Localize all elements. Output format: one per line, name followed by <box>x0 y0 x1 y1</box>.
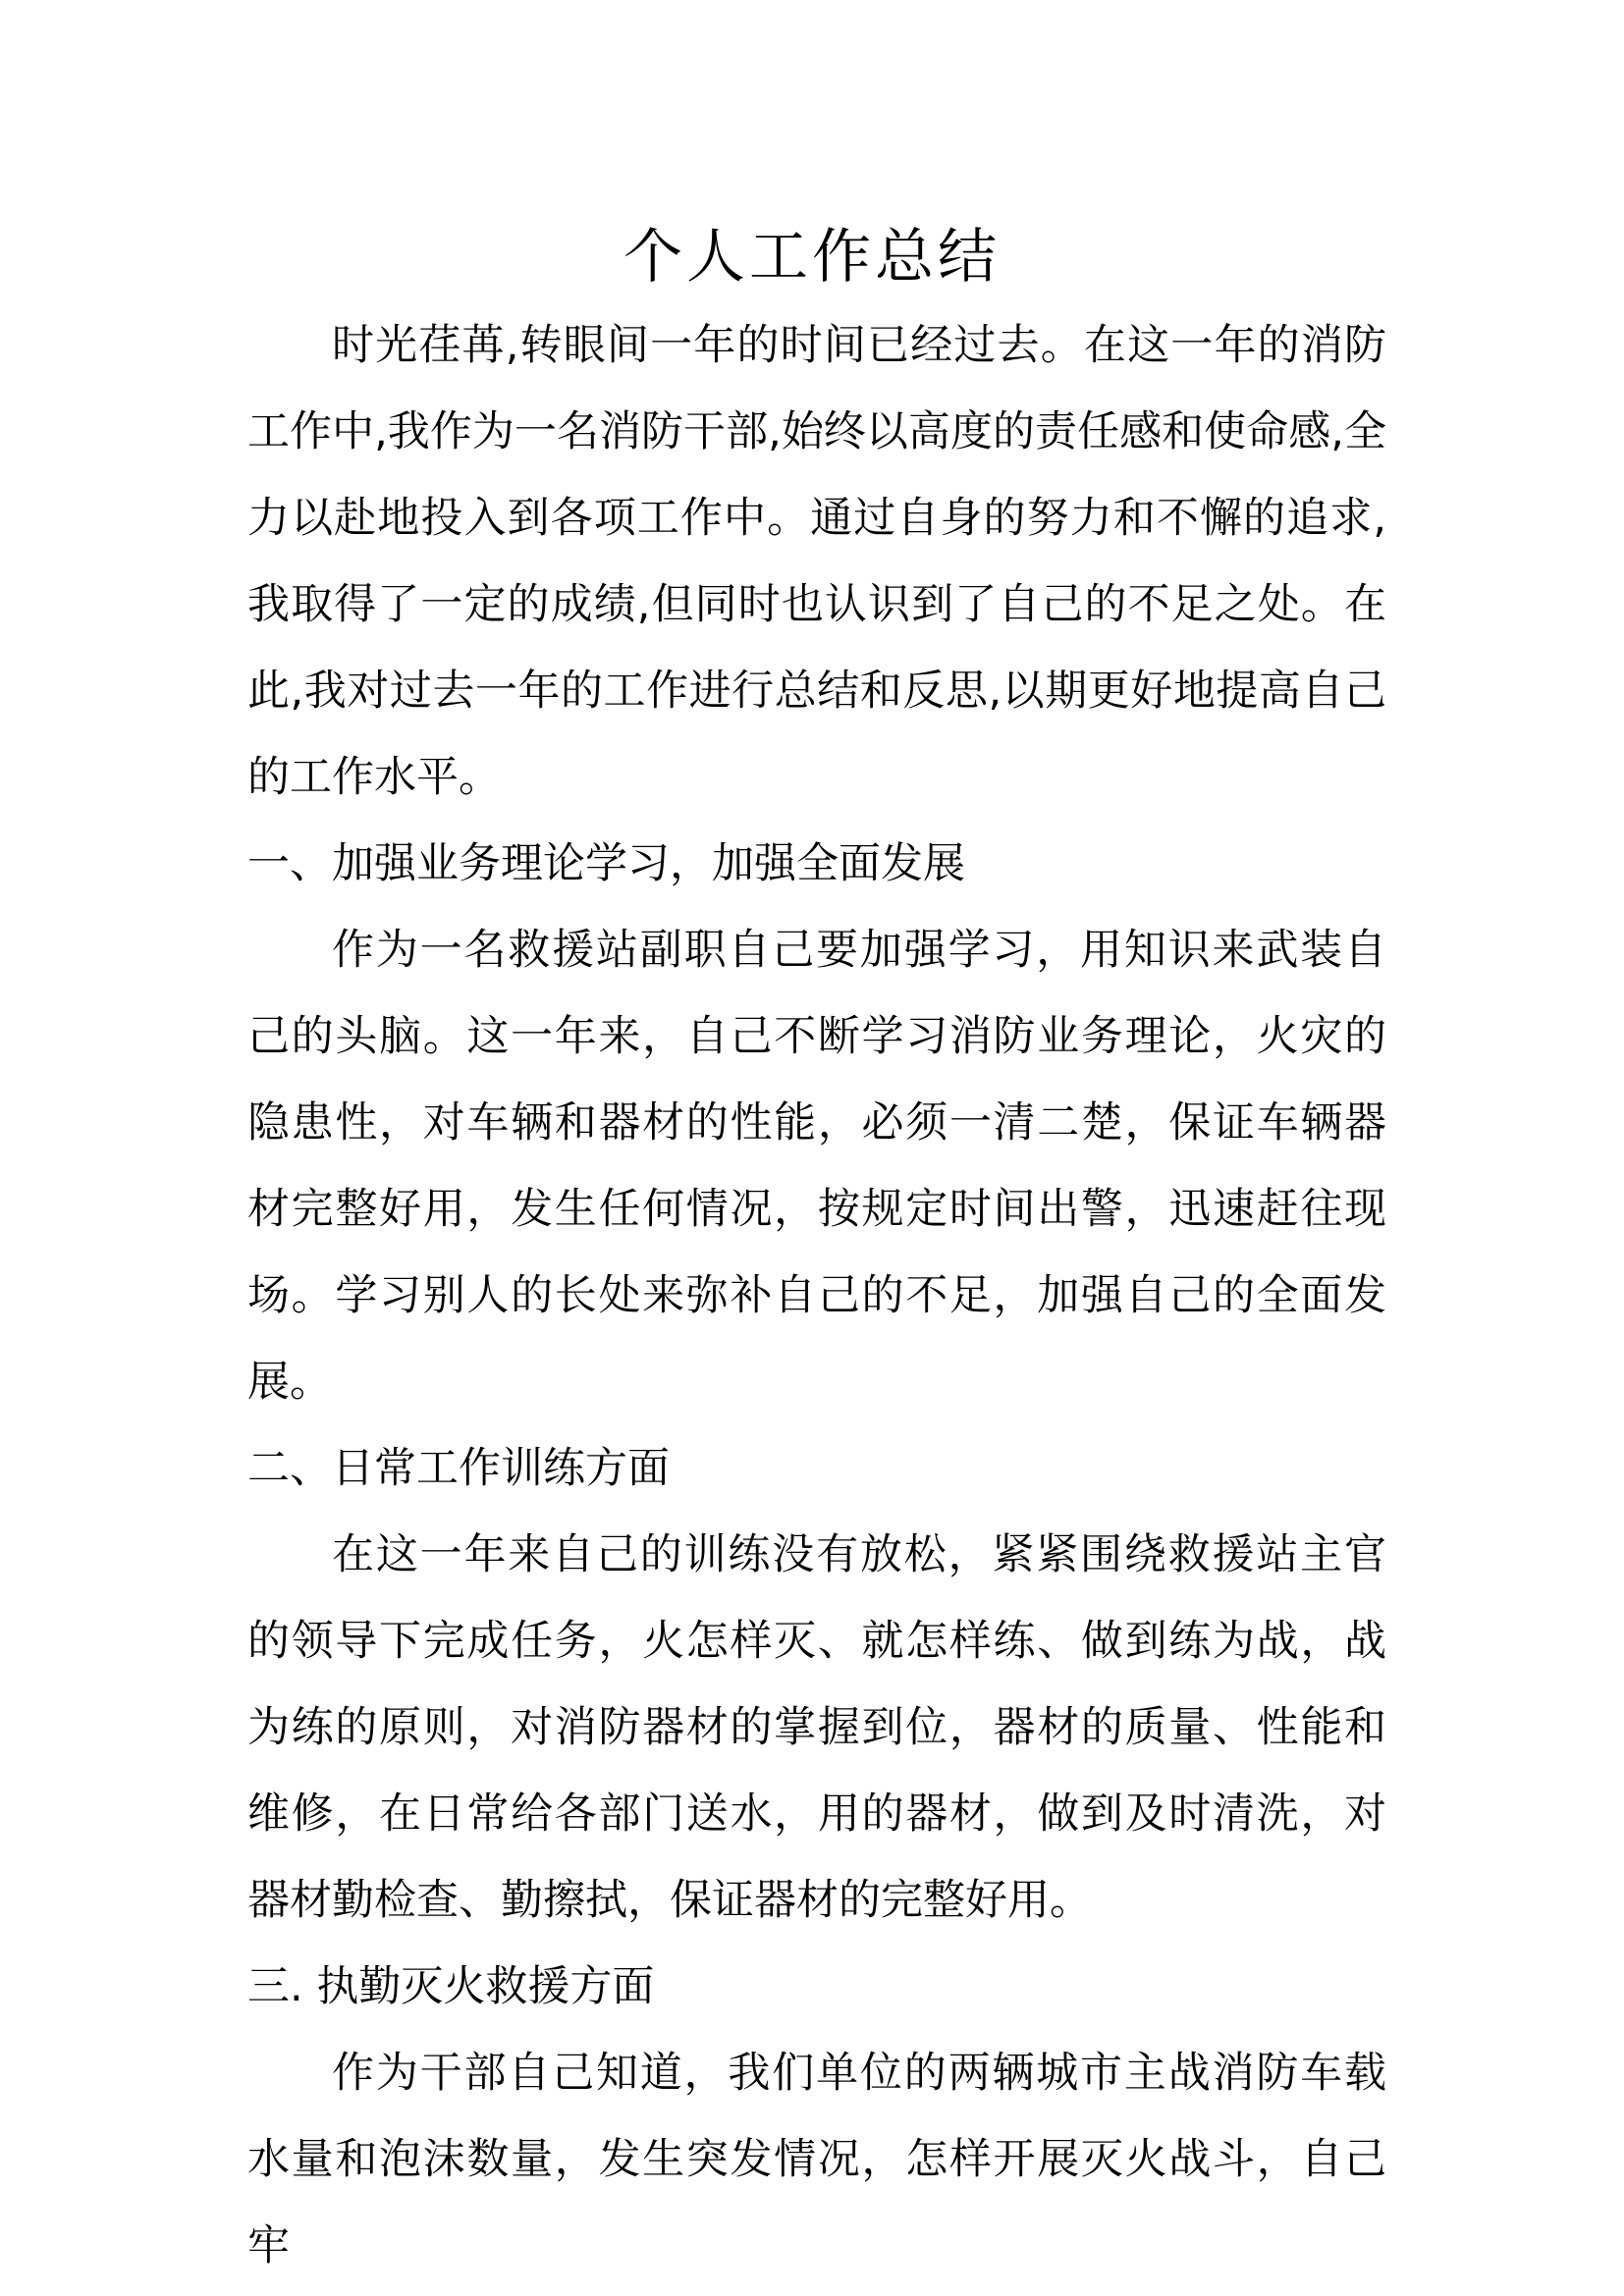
section-2-paragraph: 在这一年来自己的训练没有放松，紧紧围绕救援站主官的领导下完成任务，火怎样灭、就怎样练、做到练为战，战为练的原则，对消防器材的掌握到位，器材的质量、性能和维修，在日常给各部门送水，用的器材，做到及时清洗，对器材勤检查、勤擦拭，保证器材的完整好用。 <box>247 1530 1386 1925</box>
document-body <box>247 302 1386 2289</box>
section-heading-2: 二、日常工作训练方面 <box>247 1444 670 1493</box>
document-title: 个人工作总结 <box>623 223 1001 292</box>
section-3-paragraph: 作为干部自己知道，我们单位的两辆城市主战消防车载水量和泡沫数量，发生突发情况，怎样开展灭火战斗，自己牢 <box>247 2049 1386 2270</box>
intro-paragraph: 时光荏苒,转眼间一年的时间已经过去。在这一年的消防工作中,我作为一名消防干部,始终以高度的责任感和使命感,全力以赴地投入到各项工作中。通过自身的努力和不懈的追求,我取得了一定的成绩,但同时也认识到了自己的不足之处。在此,我对过去一年的工作进行总结和反思,以期更好地提高自己的工作水平。 <box>247 321 1386 802</box>
section-heading-1: 一、加强业务理论学习，加强全面发展 <box>247 839 965 888</box>
section-1-paragraph: 作为一名救援站副职自己要加强学习，用知识来武装自己的头脑。这一年来，自己不断学习消防业务理论，火灾的隐患性，对车辆和器材的性能，必须一清二楚，保证车辆器材完整好用，发生任何情况，按规定时间出警，迅速赶往现场。学习别人的长处来弥补自己的不足，加强自己的全面发展。 <box>247 926 1386 1407</box>
section-heading-3: 三. 执勤灭火救援方面 <box>247 1962 655 2011</box>
